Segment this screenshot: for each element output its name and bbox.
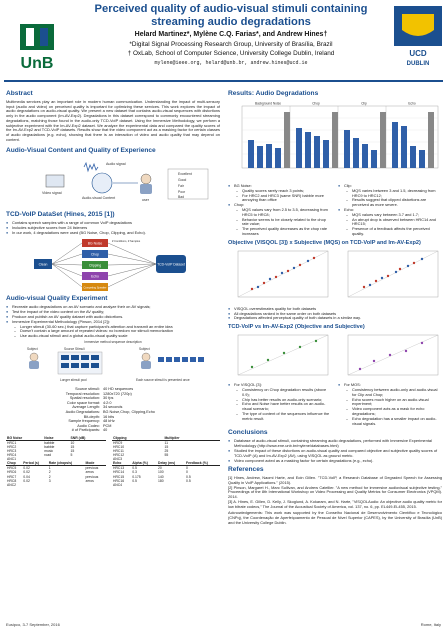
scale-fair: Fair (178, 184, 184, 188)
source-stimuli-label: Source Stimuli (64, 346, 85, 351)
objective-charts (228, 249, 442, 307)
av-content-label: Audio-visual Content (82, 196, 116, 200)
unb-logo (6, 22, 68, 74)
immersive-diagram (6, 339, 220, 387)
abstract-text: Multimedia services play an important role in modern human communication. Understanding the impact of multi-sensory input (audio and video) on perceived quality is important for optimizing these services. This work explores the impact of audio degradations on audio-visual quality. We present a new dataset that contains audio-visual sequences with distortions only in the audio component (Im-AV-Exp2). Degradations in this dataset correspond to commonly encountered streaming degradations, matching those found in the audio-only TCD-VoIP dataset. Using the Immersive Methodology, we perform a subjective experiment with the Im-AV-Exp2 dataset. We analyze the experimental data and compared the quality scores of the Im-AV-Exp2 and TCD-VoIP datasets. Results show that the video component act as a masking factor for certain classes of audio degradations (e.g. echo), showing that there is an interaction of video and audio quality that may depend on content. (6, 100, 220, 142)
tcd-bullet: ● Contains speech samples with a range of common VoIP degradations (6, 221, 220, 226)
chart-title-clip: Clip (361, 101, 367, 106)
experiment-sub-bullets (6, 325, 220, 339)
objective-heading: Objective (VISQOL [3]) x Subjective (MQS) on TCD-VoIP and Im-AV-Exp2) (228, 239, 421, 246)
title-line-2: streaming audio degradations (151, 16, 311, 28)
clipping-label: Clipping (88, 263, 102, 268)
param-key: Source stimuli: (75, 386, 100, 391)
experiment-heading: Audio-visual Quality Experiment (6, 295, 108, 303)
av-content-node (92, 173, 112, 193)
poster-title (72, 3, 390, 29)
param-value: PCM (103, 423, 112, 428)
av-content-diagram (6, 157, 220, 209)
param-key: Audio Codec: (77, 423, 100, 428)
affiliation-1: *Digital Signal Processing Research Group, University of Brasília, Brazil (129, 41, 333, 48)
tcd-bullets (6, 221, 220, 235)
footer-right: Rome, Italy (420, 622, 441, 627)
user-label: user (142, 198, 149, 202)
experiment-bullet: ● Immersive Experimental Methodology (Pinson, 2014 [2]): (6, 320, 220, 325)
tcd-bullet: ● In our work, 4 degradations were used (BG Noise, Chop, Clipping, and Echo). (6, 231, 220, 236)
video-frame (46, 175, 64, 187)
audio-signal-label: Audio signal (106, 162, 126, 166)
tcd-diagram (6, 237, 220, 293)
subject2-label: Subject (139, 346, 150, 351)
header (0, 0, 447, 84)
competing-speaker-label: Competing Speaker (83, 286, 107, 290)
svg-text:UCD: UCD (409, 49, 427, 58)
param-value: 40 (103, 428, 108, 433)
footer (0, 620, 447, 631)
experiment-bullet: ● Test the impact of the video content on the AV quality; (6, 310, 220, 315)
param-key: Sample frequency: (68, 419, 100, 424)
experiment-bullet: ● Recreate audio degradations on an AV scenario and analyze their on AV signals; (6, 305, 220, 310)
scale-poor: Poor (178, 190, 186, 194)
reference-2: [2] Pinson, Margaret H., Marc Sullivan, and Andrew Catellier. "A new method for immersive audiovisual subjective testing." Proceedings of the 8th International Workshop on Video Processing and Quality Metrics for Consumer Electronics (VPQM). 2014. (228, 484, 442, 500)
objective-bullets: ● VISQOL overestimates quality for both datasets ● All degradations ranked in the same order on both datasets ● Degradations affected perceptual quality of both datasets in a similar way. (228, 307, 442, 321)
each-source-caption: Each source stimuli is presented once (136, 377, 190, 382)
param-value: 16 bits (103, 414, 115, 419)
param-value: 34 seconds (103, 405, 123, 410)
experiment-bullet: ● Produce and publish an AV quality dataset with audio distortions. (6, 315, 220, 320)
scale-excellent: Excellent (178, 172, 192, 176)
clean-label: Clean (38, 262, 48, 267)
longer-stimuli-caption: Longer stimuli pool (60, 377, 87, 382)
video-signal-label: Video signal (42, 191, 62, 195)
conclusions-bullets: ● Database of audio-visual stimuli, containing streaming audio degradations, performed with Immersive Experimental Methodology (http://www.ene.unb.br/mylene/databases.html) ● Studied the impact of these distortions on audio-visual quality and compared objective and subjective quality scores of TCD-VoIP (A) and Im-AV-Exp2 (AV), using VISQOL as ground metric. ● Video component acted as a masking factor for certain degradations (e.g., echo). (228, 439, 442, 463)
results-bullets: ● BG Noise: – Quality scores rarely reach 3 points; – For HRC2 and HRC3 (same SNR) babble more annoying than office ● Chop: – MQS values vary from 2.5 to 3.5, decreasing from HRC5 to HRC8; – Behavior seems to be closely related to the chop rate value; – The perceived quality decreases as the chop rate increases ● Clip: – MQS varies between 3 and 1.5, decreasing from HRC9 to HRC12; – Results suggest that clipped distortions are perceived as more severe. ● Echo: – MQS values vary between 3.7 and 1.7; – An abrupt drop is observed between HRC14 and HRC15; – Presence of a feedback affects the perceived quality. (228, 184, 442, 237)
echo-table: Echo Alpha (%) Delay (ms) Feedback (%) HRC13 0.5 20 0 HRC14 0.3 100 0 HRC15 0.175 140 0.5 HRC16 0.5 180 0.5 ANC4 (112, 461, 220, 486)
tcd-vs-imav-bullets: ● For VISQOL [3]: – Consistency on Chop degradation results (above 0.9); – Chip has better results on audio-only scenario; – Echo and Noise have better results on an audio-visual scenario; – The type of content of the sequences influence the metric result. ● For MOS: – Consistency between audio-only and audio-visual for Clip and Chop; – Echo scores much higher on an audio-visual experiment; – Video component acts as a mask for echo degradations; – Echo degradation has a smaller impact on audio-visual signals. (228, 383, 442, 426)
condition-tables (6, 436, 220, 487)
audio-signal-wave (84, 163, 98, 171)
experiment-params (12, 387, 220, 433)
immersive-caption: Immersive method sequence description (84, 339, 142, 344)
tcd-vs-imav-charts (228, 333, 442, 383)
scale-good: Good (178, 178, 187, 182)
results-heading: Results: Audio Degradations (228, 90, 319, 97)
results-chart (228, 100, 442, 184)
scatter-imav (338, 249, 442, 307)
bg-noise-label: BG Noise (87, 241, 103, 246)
left-column (6, 88, 220, 487)
experiment-bullets (6, 305, 220, 324)
experiment-sub-bullet: – Longer stimuli (30-60 sec.) that capture participant's attention and transmit an entire idea (14, 325, 220, 330)
tcd-vs-imav-heading: TCD-VoIP vs Im-AV-Exp2 (Objective and Subjective) (228, 324, 365, 331)
param-key: Spatial resolution: (69, 396, 100, 401)
tcd-dataset-label: TCD-VoIP Dataset (157, 262, 185, 267)
svg-text:DUBLIN: DUBLIN (406, 61, 430, 67)
echo-label: Echo (91, 274, 99, 279)
tcd-heading: TCD-VoIP DataSet (Hines, 2015 [1]) (6, 211, 115, 218)
visqol-scatter (228, 333, 332, 383)
scatter-tcd (228, 249, 332, 307)
subject-label: Subject (27, 346, 38, 351)
param-key: Average Length: (72, 405, 100, 410)
param-key: Temporal resolution: (65, 391, 100, 396)
acknowledgements: Acknowledgements: This work was supported by the Conselho Nacional de Desenvolvimento Científico e Tecnológico (CNPq), the Coordenação de Aperfeiçoamento de Pessoal de Nível Superior (CAPES), by the University of Brasília (UnB) and the University College Dublin. (228, 510, 442, 525)
reference-3: [3] A. Hines, E. Gillen, D. Kelly, J. Skoglund, A. Kokaram, and N. Harte, "ViSQOLAudio: An objective audio quality metric for low bitrate codecs," The Journal of the Acoustical Society of America, vol. 137, no. 6, pp. EL449-EL455, 2015. (228, 498, 442, 509)
results-bar-chart (228, 100, 442, 184)
emails: mylene@ieee.org, helard@unb.br, andrew.hines@ucd.ie (154, 60, 308, 66)
cond-label: # Conditions, # Samples (112, 240, 141, 244)
chop-title: ● Chop: (228, 203, 332, 208)
reference-1: [1] Hines, Andrew, Naomi Harte, and Eoin Gillen. "TCD-VoIP, a Research Database of Degraded Speech for Assessing Quality in VoIP Applications." (2015). (228, 475, 442, 486)
tcd-bullet: ● Includes subjective scores from 24 listeners (6, 226, 220, 231)
param-key: Bit-depth: (83, 414, 100, 419)
abstract-heading: Abstract (6, 90, 33, 97)
bg-noise-table: BG Noise Noise SNR (dB) HRC1 babble 10 HRC2 babble 15 HRC3 music 15 HRC4 road 5 ANC1 (6, 436, 106, 461)
authors: Helard Martinez*, Mylène C.Q. Farias*, and Andrew Hines† (134, 31, 328, 38)
ucd-logo (394, 6, 442, 72)
param-value: 30 fps (103, 396, 114, 401)
mos-scatter (338, 333, 442, 383)
param-key: # of Participants: (71, 428, 100, 433)
user-icon (141, 174, 151, 184)
param-value: 4:2:0 (103, 400, 112, 405)
param-key: Color space format: (66, 400, 100, 405)
affiliation-2: † OxLab, School of Computer Science, University College Dublin, Ireland (127, 50, 335, 57)
svg-text:UnB: UnB (20, 55, 54, 72)
param-value: 1280x720 (720p) (103, 391, 132, 396)
chart-title-chop: Chop (312, 101, 320, 106)
chart-title-bg: Background Noise (254, 101, 282, 106)
mos-title: ● For MOS: (338, 383, 442, 388)
clip-title: ● Clip: (338, 184, 442, 189)
av-content-heading: Audio-Visual Content and Quality of Experience (6, 147, 156, 154)
chart-title-echo: Echo (408, 101, 416, 106)
footer-left: Eusipco, 3-7 September, 2016 (6, 622, 60, 627)
echo-title: ● Echo: (338, 208, 442, 213)
subject2-icon (142, 353, 150, 361)
clipping-table: Clipping Multiplier HRC9 11 HRC10 15 HRC11 25 HRC12 55 ANC3 (112, 436, 220, 461)
chop-table: Chop Period (s) Rate (chops/s) Mode HRC5 0.02 1 previous HRC6 0.02 2 zeros HRC7 0.04 2 previous HRC8 0.02 3 zeros ANC2 (6, 461, 106, 486)
param-value: BG Noise,Chop, Clipping,Echo (103, 409, 155, 414)
header-rule (4, 80, 443, 82)
subject-icon (30, 353, 38, 361)
user-body (140, 184, 152, 194)
conclusions-heading: Conclusions (228, 429, 268, 437)
experiment-sub-bullet: – Use audio-visual stimuli and a global audio-visual quality scale (14, 334, 220, 339)
param-value: 48 kHz (103, 419, 115, 424)
param-value: 40 HD sequences (103, 386, 134, 391)
param-key: Audio Degradations: (65, 409, 100, 414)
title-line-1: Perceived quality of audio-visual stimuli containing (94, 3, 368, 15)
bg-noise-title: ● BG Noise: (228, 184, 332, 189)
experiment-sub-bullet: – Doesn't contain a large amount of repeated videos: no boredom nor stimuli memorization (14, 329, 220, 334)
scale-bad: Bad (178, 195, 185, 199)
references-heading: References (228, 466, 264, 474)
visqol-title: ● For VISQOL [3]: (228, 383, 332, 388)
chop-label: Chop (90, 252, 100, 257)
right-column (228, 88, 442, 525)
